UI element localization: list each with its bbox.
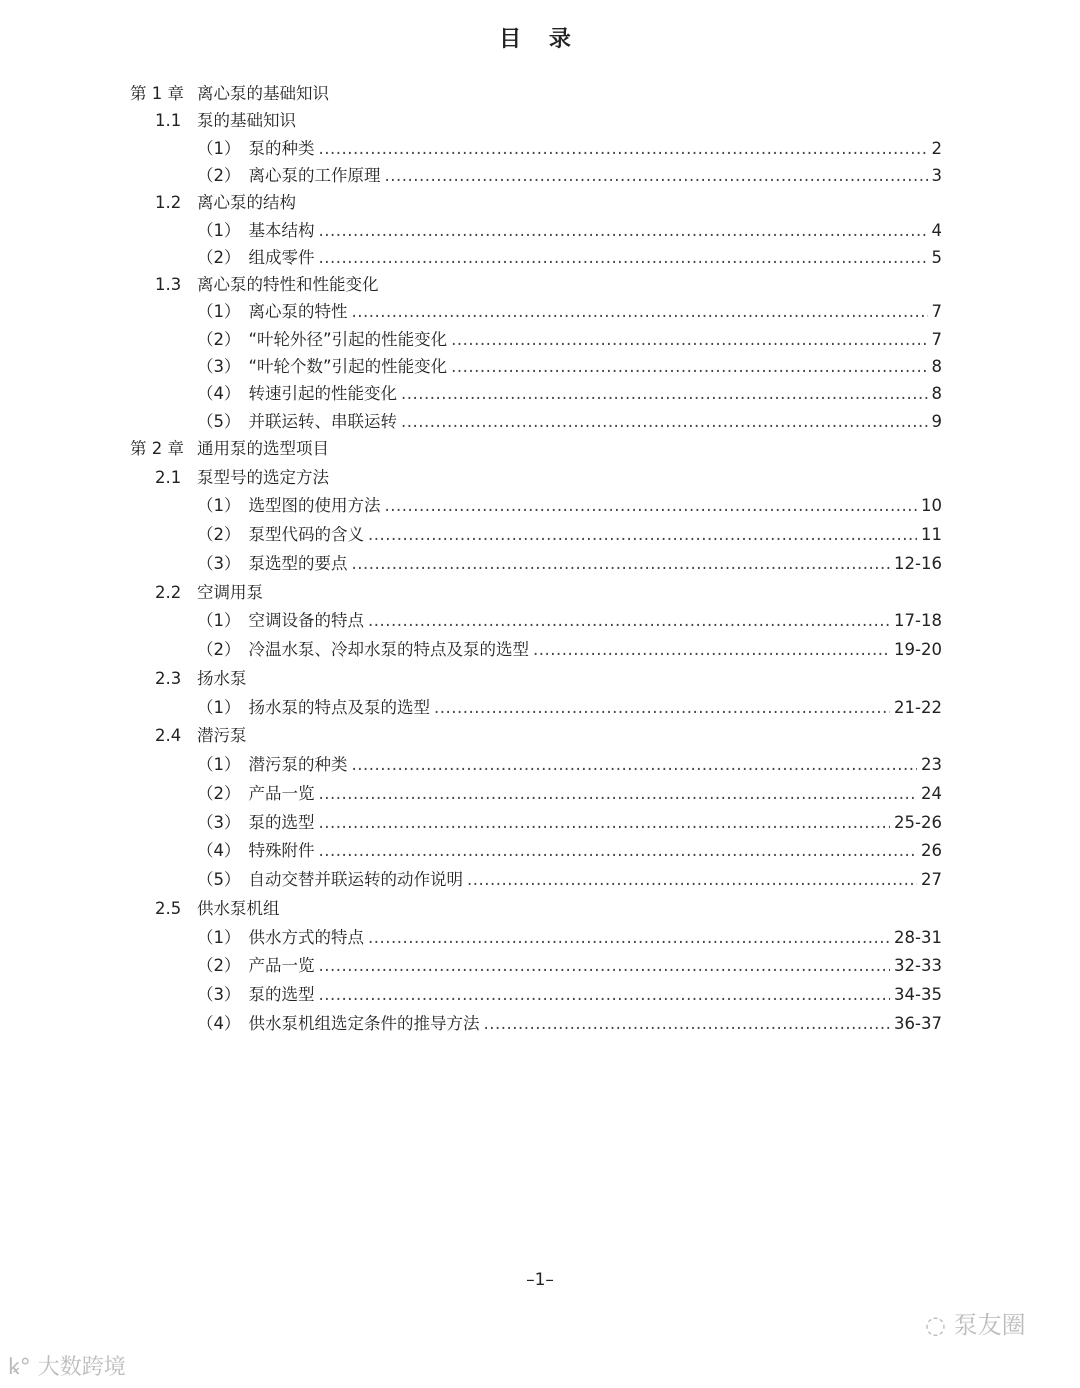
entry-number: （1） xyxy=(197,302,241,322)
entry-page: 2 xyxy=(931,138,942,158)
dot-leader xyxy=(451,355,927,379)
entry-number: （1） xyxy=(197,755,241,775)
entry-number: （3） xyxy=(197,985,241,1005)
section-number: 2.3 xyxy=(155,668,182,688)
entry-number: （1） xyxy=(197,697,241,717)
entry-line xyxy=(197,839,942,863)
entry-number: （4） xyxy=(197,841,241,861)
entry-title: 扬水泵的特点及泵的选型 xyxy=(248,697,430,717)
logo-icon: ꝃ° xyxy=(8,1355,38,1380)
entry-number: （1） xyxy=(197,611,241,631)
dot-leader xyxy=(319,782,918,806)
toc-entry[interactable] xyxy=(0,638,1080,662)
toc-entry[interactable] xyxy=(0,410,1080,434)
entry-line xyxy=(197,609,942,633)
entry-line xyxy=(197,926,942,950)
toc-section[interactable] xyxy=(0,109,1080,133)
entry-page: 5 xyxy=(931,247,942,267)
entry-number: （1） xyxy=(197,496,241,516)
entry-number: （2） xyxy=(197,525,241,545)
section-number: 2.4 xyxy=(155,726,182,746)
chapter-number: 第 2 章 xyxy=(130,438,184,458)
entry-title: “叶轮外径”引起的性能变化 xyxy=(248,329,448,349)
chapter-number: 第 1 章 xyxy=(130,84,184,103)
toc-chapter[interactable] xyxy=(0,82,1080,106)
entry-page: 21-22 xyxy=(894,697,942,717)
entry-number: （3） xyxy=(197,812,241,832)
entry-title: 基本结构 xyxy=(248,220,315,240)
entry-page: 17-18 xyxy=(894,611,942,631)
dot-leader xyxy=(319,954,891,978)
dot-leader xyxy=(467,868,917,892)
toc-entry[interactable] xyxy=(0,246,1080,270)
toc-entry[interactable] xyxy=(0,609,1080,633)
entry-page: 8 xyxy=(931,384,942,404)
entry-title: 转速引起的性能变化 xyxy=(248,384,397,404)
dot-leader xyxy=(352,552,891,576)
entry-title: “叶轮个数”引起的性能变化 xyxy=(248,357,448,376)
entry-page: 28-31 xyxy=(894,927,942,947)
entry-number: （1） xyxy=(197,927,241,947)
toc-entry[interactable] xyxy=(0,782,1080,806)
toc-entry[interactable] xyxy=(0,983,1080,1007)
section-title: 离心泵的结构 xyxy=(197,193,296,213)
dot-leader xyxy=(368,609,890,633)
entry-number: （2） xyxy=(197,247,241,267)
entry-page: 7 xyxy=(931,329,942,349)
entry-number: （4） xyxy=(197,384,241,404)
watermark-right xyxy=(925,1305,1026,1340)
toc-entry[interactable] xyxy=(0,219,1080,243)
entry-title: 泵的选型 xyxy=(248,985,315,1005)
dot-leader xyxy=(368,523,917,547)
entry-number: （1） xyxy=(197,220,241,240)
toc-section[interactable] xyxy=(0,273,1080,297)
entry-title: 泵选型的要点 xyxy=(248,553,348,573)
toc-entry[interactable] xyxy=(0,868,1080,892)
section-title: 泵的基础知识 xyxy=(197,111,296,131)
toc-entry[interactable] xyxy=(0,1012,1080,1036)
entry-line xyxy=(197,868,942,892)
toc-entry[interactable] xyxy=(0,839,1080,863)
entry-line xyxy=(197,355,942,379)
entry-number: （2） xyxy=(197,783,241,803)
section-title: 泵型号的选定方法 xyxy=(197,467,329,487)
entry-line xyxy=(197,410,942,434)
entry-title: 离心泵的特性 xyxy=(248,302,348,322)
toc-section[interactable] xyxy=(0,466,1080,490)
entry-page: 4 xyxy=(931,220,942,240)
toc-entry[interactable] xyxy=(0,552,1080,576)
entry-line xyxy=(197,219,942,243)
entry-title: 供水方式的特点 xyxy=(248,927,364,947)
toc-entry[interactable] xyxy=(0,954,1080,978)
dot-leader xyxy=(319,839,918,863)
entry-number: （2） xyxy=(197,329,241,349)
dot-leader xyxy=(319,983,891,1007)
entry-title: 泵的种类 xyxy=(248,138,315,158)
dot-leader xyxy=(451,328,927,352)
section-number: 2.1 xyxy=(155,467,182,487)
entry-line xyxy=(197,328,942,352)
entry-page: 25-26 xyxy=(894,812,942,832)
dot-leader xyxy=(385,494,918,518)
entry-line xyxy=(197,983,942,1007)
entry-page: 11 xyxy=(921,525,942,545)
entry-line xyxy=(197,300,942,324)
entry-page: 7 xyxy=(931,302,942,322)
section-number: 2.5 xyxy=(155,898,182,918)
entry-title: 离心泵的工作原理 xyxy=(248,165,381,185)
dot-leader xyxy=(319,219,928,243)
dot-leader xyxy=(352,753,918,777)
entry-page: 19-20 xyxy=(894,640,942,660)
entry-title: 产品一览 xyxy=(248,956,315,976)
entry-title: 组成零件 xyxy=(248,247,315,267)
entry-number: （5） xyxy=(197,870,241,890)
dot-leader xyxy=(385,164,928,188)
toc-entry[interactable] xyxy=(0,355,1080,379)
watermark-left-text: 大数跨境 xyxy=(37,1355,126,1380)
dot-leader xyxy=(401,382,928,406)
page-number: –1– xyxy=(526,1270,554,1290)
section-number: 1.1 xyxy=(155,111,182,131)
toc-entry[interactable] xyxy=(0,811,1080,835)
section-number: 1.2 xyxy=(155,193,182,213)
entry-line xyxy=(197,696,942,720)
toc-section[interactable] xyxy=(0,897,1080,921)
entry-line xyxy=(197,494,942,518)
dot-leader xyxy=(319,811,891,835)
entry-line xyxy=(197,811,942,835)
toc-section[interactable] xyxy=(0,581,1080,605)
entry-number: （3） xyxy=(197,553,241,573)
section-title: 扬水泵 xyxy=(197,668,247,688)
toc-section[interactable] xyxy=(0,191,1080,215)
entry-number: （2） xyxy=(197,640,241,660)
entry-page: 12-16 xyxy=(894,553,942,573)
toc-section[interactable] xyxy=(0,724,1080,748)
entry-title: 产品一览 xyxy=(248,783,315,803)
section-title: 离心泵的特性和性能变化 xyxy=(197,275,379,295)
toc-entry[interactable] xyxy=(0,494,1080,518)
entry-number: （1） xyxy=(197,138,241,158)
chapter-title: 离心泵的基础知识 xyxy=(197,84,329,103)
entry-title: 泵的选型 xyxy=(248,812,315,832)
toc-section[interactable] xyxy=(0,667,1080,691)
entry-page: 24 xyxy=(921,783,942,803)
entry-page: 26 xyxy=(921,841,942,861)
toc-entry[interactable] xyxy=(0,696,1080,720)
dot-leader xyxy=(533,638,890,662)
dot-leader xyxy=(352,300,928,324)
dot-leader xyxy=(484,1012,891,1036)
entry-line xyxy=(197,137,942,161)
toc-entry[interactable] xyxy=(0,753,1080,777)
entry-page: 23 xyxy=(921,755,942,775)
entry-page: 8 xyxy=(931,357,942,376)
entry-line xyxy=(197,638,942,662)
section-number: 2.2 xyxy=(155,582,182,602)
watermark-right-text: 泵友圈 xyxy=(953,1311,1026,1339)
toc-entry[interactable] xyxy=(0,382,1080,406)
entry-line xyxy=(197,782,942,806)
watermark-left xyxy=(8,1350,126,1381)
entry-title: 泵型代码的含义 xyxy=(248,525,364,545)
section-number: 1.3 xyxy=(155,275,182,295)
entry-page: 34-35 xyxy=(894,985,942,1005)
entry-number: （4） xyxy=(197,1013,241,1033)
entry-line xyxy=(197,552,942,576)
toc-entry[interactable] xyxy=(0,164,1080,188)
dot-leader xyxy=(319,246,928,270)
entry-page: 36-37 xyxy=(894,1013,942,1033)
toc-title: 目 录 xyxy=(499,27,581,52)
entry-page: 3 xyxy=(931,165,942,185)
entry-line xyxy=(197,382,942,406)
entry-title: 空调设备的特点 xyxy=(248,611,364,631)
entry-line xyxy=(197,1012,942,1036)
entry-title: 特殊附件 xyxy=(248,841,315,861)
entry-number: （2） xyxy=(197,956,241,976)
entry-page: 10 xyxy=(921,496,942,516)
entry-title: 供水泵机组选定条件的推导方法 xyxy=(248,1013,480,1033)
entry-title: 并联运转、串联运转 xyxy=(248,411,397,431)
section-title: 潜污泵 xyxy=(197,726,247,746)
toc-entry[interactable] xyxy=(0,328,1080,352)
entry-number: （5） xyxy=(197,411,241,431)
entry-title: 自动交替并联运转的动作说明 xyxy=(248,870,463,890)
dot-leader xyxy=(401,410,928,434)
toc-entry[interactable] xyxy=(0,300,1080,324)
entry-title: 潜污泵的种类 xyxy=(248,755,348,775)
dot-leader xyxy=(434,696,890,720)
dot-leader xyxy=(368,926,890,950)
entry-line xyxy=(197,164,942,188)
entry-page: 27 xyxy=(921,870,942,890)
section-title: 供水泵机组 xyxy=(197,898,280,918)
entry-line xyxy=(197,523,942,547)
entry-title: 选型图的使用方法 xyxy=(248,496,381,516)
toc-entry[interactable] xyxy=(0,523,1080,547)
entry-line xyxy=(197,246,942,270)
entry-page: 9 xyxy=(931,411,942,431)
dot-leader xyxy=(319,137,928,161)
entry-title: 冷温水泵、冷却水泵的特点及泵的选型 xyxy=(248,640,529,660)
toc-entry[interactable] xyxy=(0,137,1080,161)
entry-page: 32-33 xyxy=(894,956,942,976)
entry-line xyxy=(197,753,942,777)
entry-line xyxy=(197,954,942,978)
toc-entry[interactable] xyxy=(0,926,1080,950)
section-title: 空调用泵 xyxy=(197,582,263,602)
wechat-icon: ◌ xyxy=(925,1311,954,1339)
chapter-title: 通用泵的选型项目 xyxy=(197,438,329,458)
toc-chapter[interactable] xyxy=(0,437,1080,461)
entry-number: （2） xyxy=(197,165,241,185)
entry-number: （3） xyxy=(197,357,241,376)
